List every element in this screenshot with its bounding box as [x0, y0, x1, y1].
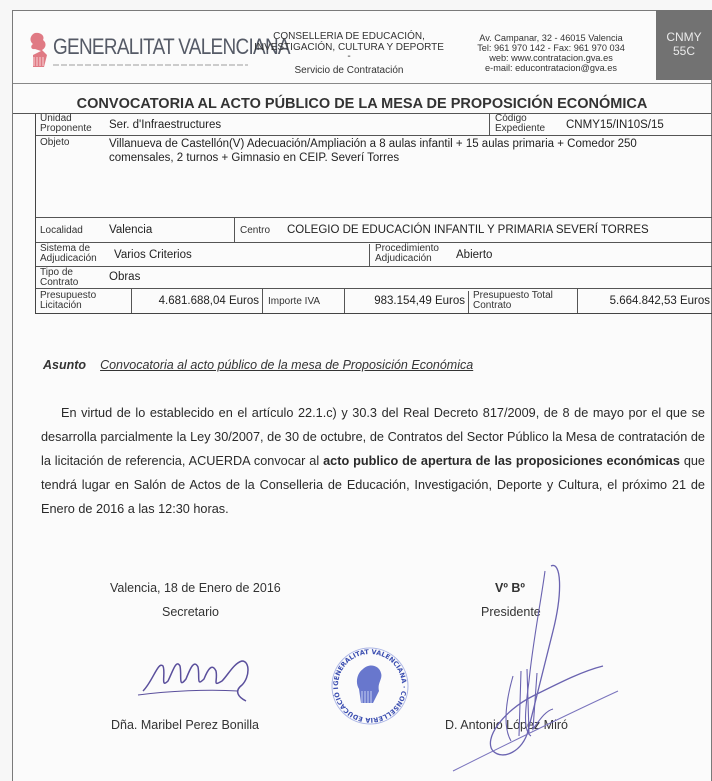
header-divider	[13, 83, 711, 84]
body-text-bold: acto publico de apertura de las proposiciones económicas	[323, 454, 680, 468]
objeto-value: Villanueva de Castellón(V) Adecuación/Ampliación a 8 aulas infantil + 15 aulas primaria + Comedor 250 comensales, 2 turnos + Gimnasio en CEIP. Severí Torres	[109, 138, 637, 164]
body-paragraph	[41, 401, 705, 521]
logo-text: GENERALITAT VALENCIANA	[53, 34, 290, 59]
subject-label: Asunto	[43, 358, 87, 372]
procedimiento-value: Abierto	[456, 249, 493, 261]
seal-text: GENERALITAT VALENCIANA · CONSELLERIA EDUCACIÓ INVESTIGACIÓ CULTURA I ESPORT	[322, 635, 409, 725]
body-text-part1: En virtud de lo establecido en el artículo 22.1.c) y 30.3 del Real Decreto 817/2009, de 8 de mayo por el que se desarrolla parcialmente la Ley 30/2007, de 30 de octubre, de Contratos del Sector Público la Mesa de contratación de la licitación de referencia, ACUERDA convocar al	[41, 406, 705, 468]
body-text-part2: que tendrá lugar en Salón de Actos de la Conselleria de Educación, Investigación, Deporte y Cultura, el próximo 21 de Enero de 2016 a las 12:30 horas.	[41, 454, 705, 516]
president-title: Presidente	[481, 605, 541, 619]
coat-of-arms-icon	[27, 31, 49, 69]
department-separator: -	[347, 51, 351, 62]
contact-block	[461, 33, 641, 73]
centro-value: COLEGIO DE EDUCACIÓN INFANTIL Y PRIMARIA SEVERÍ TORRES	[287, 224, 649, 236]
localidad-value: Valencia	[109, 224, 153, 236]
presupuesto-label: Presupuesto Licitación	[40, 290, 97, 311]
document-code-badge	[656, 10, 712, 80]
secretary-title: Secretario	[162, 605, 219, 619]
service-name: Servicio de Contratación	[294, 65, 404, 76]
logo-subtitle-line	[53, 64, 248, 66]
address: Av. Campanar, 32 - 46015 Valencia	[479, 33, 623, 43]
document-page	[12, 10, 712, 781]
subject-text: Convocatoria al acto público de la mesa de Proposición Económica	[100, 358, 474, 372]
row-unidad	[36, 114, 712, 136]
codigo-label: Código Expediente	[489, 114, 549, 135]
vobo-label: Vº Bº	[495, 581, 525, 595]
secretary-signature	[138, 651, 268, 711]
row-sistema	[36, 243, 712, 267]
centro-label: Centro	[234, 218, 270, 242]
subject-line	[43, 358, 473, 372]
contract-info-table	[35, 114, 712, 314]
web-link[interactable]: web: www.contratacion.gva.es	[489, 53, 613, 63]
row-objeto	[36, 136, 712, 218]
row-localidad	[36, 218, 712, 243]
unidad-value: Ser. d'Infraestructures	[109, 119, 222, 131]
objeto-label: Objeto	[40, 137, 70, 148]
department-block	[249, 31, 449, 76]
badge-line-2: 55C	[672, 44, 695, 58]
sistema-label: Sistema de Adjudicación	[40, 243, 97, 264]
badge-line-1: CNMY	[666, 30, 702, 44]
phone-fax: Tel: 961 970 142 - Fax: 961 970 034	[477, 43, 625, 53]
presupuesto-value: 4.681.688,04 Euros	[131, 289, 261, 313]
email-link[interactable]: e-mail: educontratacion@gva.es	[485, 63, 617, 73]
president-name: D. Antonio López Miró	[445, 718, 568, 732]
codigo-value: CNMY15/IN10S/15	[566, 119, 664, 131]
secretary-name: Dña. Maribel Perez Bonilla	[111, 718, 259, 732]
iva-value: 983.154,49 Euros	[344, 289, 467, 313]
official-seal	[322, 635, 415, 731]
row-presupuesto	[36, 289, 712, 314]
department-line-1: CONSELLERIA DE EDUCACIÓN,	[273, 31, 425, 42]
department-line-2: INVESTIGACIÓN, CULTURA Y DEPORTE	[254, 42, 444, 53]
localidad-label: Localidad	[40, 225, 83, 236]
total-label: Presupuesto Total Contrato	[468, 291, 560, 313]
procedimiento-label: Procedimiento Adjudicación	[369, 244, 449, 266]
place-date: Valencia, 18 de Enero de 2016	[110, 581, 281, 595]
tipo-value: Obras	[109, 271, 141, 283]
document-title: CONVOCATORIA AL ACTO PÚBLICO DE LA MESA DE PROPOSICIÓN ECONÓMICA	[13, 95, 711, 114]
president-signature	[433, 561, 633, 781]
sistema-value: Varios Criterios	[114, 249, 192, 261]
total-value: 5.664.842,53 Euros	[577, 289, 712, 313]
tipo-label: Tipo de Contrato	[40, 267, 79, 288]
iva-label: Importe IVA	[262, 289, 344, 313]
generalitat-logo	[27, 31, 290, 71]
row-tipo	[36, 267, 712, 289]
unidad-label: Unidad Proponente	[40, 113, 92, 134]
